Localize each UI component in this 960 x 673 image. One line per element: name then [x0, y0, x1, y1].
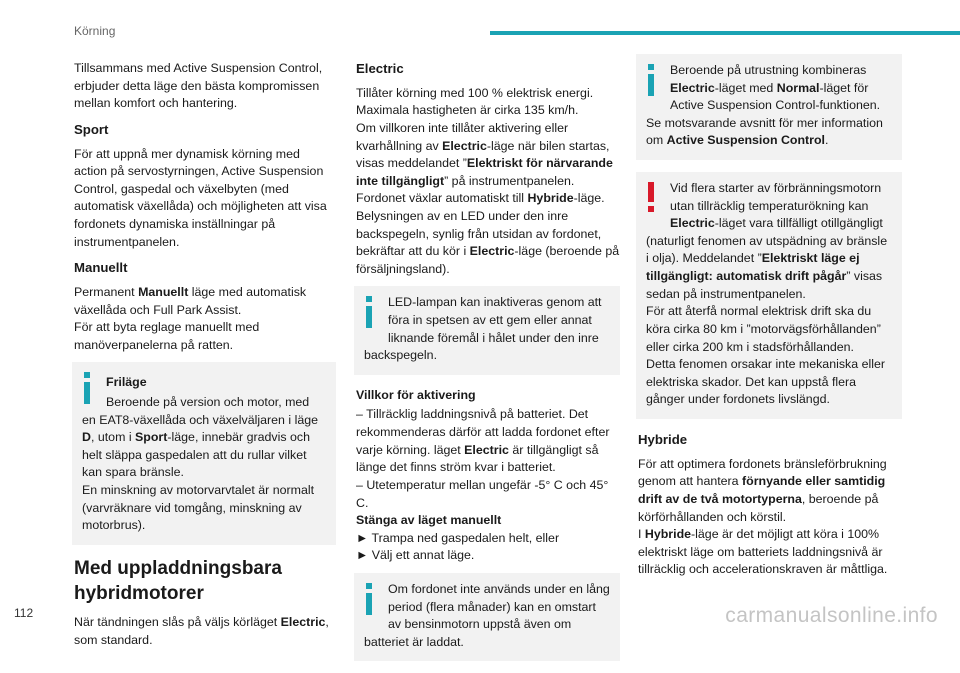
- villkor-list: – Tillräcklig laddningsnivå på batteriet. Det rekommenderas därför att ladda fordonet efter varje körning. läget Electric är tillgängligt så länge det finns ström kvar i batteriet. – Utetemperatur mellan ungefär -5° C och 45° C. Stänga av läget manuellt ► Trampa ned gaspedalen helt, eller ► Välj ett annat läge.: [356, 407, 610, 563]
- page-number: 112: [14, 606, 34, 620]
- column-1: [74, 60, 336, 655]
- electric-heading: Electric: [356, 61, 404, 76]
- info-icon: [364, 294, 384, 330]
- manuellt-heading: Manuellt: [74, 260, 128, 276]
- info-text: Beroende på version och motor, med en EAT8-växellåda och växelväljaren i läge D, utom i Sport-läge, innebär gradvis och helt släppa gaspedalen att du rullar vilket kan spara bränsle. En minskning av motorvarvtalet är normalt (varvräknare vid tomgång, minskning av motorbrus).: [82, 395, 319, 533]
- info-icon: [364, 581, 384, 617]
- info-title: Friläge: [106, 375, 147, 390]
- column-2: [356, 60, 620, 673]
- warning-text: Vid flera starter av förbränningsmotorn utan tillräcklig temperaturökning kan Electric-läget vara tillfälligt otillgängligt (naturligt fenomen av utspädning av bränsle i olja). Meddelandet ”Elektriskt läge ej tillgängligt: automatisk drift pågår” visas sedan på instrumentpanelen. För att återfå normal elektrisk drift ska du köra cirka 80 km i ”motorvägsförhållanden” eller cirka 200 km i stadsförhållanden. Detta fenomen orsakar inte mekaniska eller elektriska skador. Det kan uppstå flera gånger under fordonets livslängd.: [646, 181, 888, 407]
- section-title: Körning: [74, 24, 116, 38]
- info-text: Beroende på utrustning kombineras Electric-läget med Normal-läget för Active Suspension Control-funktionen. Se motsvarande avsnitt för mer information om Active Suspension Control.: [646, 63, 883, 148]
- stanga-heading: Stänga av läget manuellt: [356, 513, 502, 528]
- sport-paragraph: För att uppnå mer dynamisk körning med action på servostyrningen, Active Suspension Control, gaspedal och växelbyten (med automatisk växellåda) och möjligheten att visa fordonets dynamiska inställningar på instrumentpanelen.: [74, 146, 327, 249]
- info-box-restart: [354, 573, 620, 661]
- hybride-heading: Hybride: [638, 431, 688, 447]
- info-box-suspension: [636, 54, 902, 160]
- info-icon: [82, 370, 102, 406]
- section-heading-hybrid: Med uppladdningsbara hybridmotorer: [74, 557, 282, 604]
- sport-heading: Sport: [74, 121, 109, 137]
- info-icon: [646, 62, 666, 98]
- villkor-heading: Villkor för aktivering: [356, 387, 476, 402]
- info-box-frilage: [72, 362, 336, 544]
- info-text: Om fordonet inte används under en lång period (flera månader) kan en omstart av bensinmotorn uppstå även om batteriet är laddat.: [364, 581, 610, 649]
- manuellt-paragraph: Permanent Manuellt läge med automatisk växellåda och Full Park Assist. För att byta reglage manuellt med manöverpanelerna på ratten.: [74, 284, 307, 352]
- warning-icon: [646, 180, 666, 216]
- intro-paragraph: Tillsammans med Active Suspension Control, erbjuder detta läge den bästa kompromissen mellan komfort och hantering.: [74, 61, 323, 111]
- watermark: carmanualsonline.info: [725, 604, 938, 627]
- electric-paragraph: Tillåter körning med 100 % elektrisk energi. Maximala hastigheten är cirka 135 km/h. Om villkoren inte tillåter aktivering eller kvarhållning av Electric-läge när bilen startas, visas meddelandet ”Elektriskt för närvarande inte tillgängligt” på instrumentpanelen. Fordonet växlar automatiskt till Hybride-läge. Belysningen av en LED under den inre backspegeln, synlig från utsidan av fordonet, bekräftar att du kör i Electric-läge (beroende på försäljningsland).: [356, 85, 620, 276]
- header-accent-bar: [490, 31, 960, 35]
- start-paragraph: När tändningen slås på väljs körläget Electric, som standard.: [74, 615, 329, 647]
- warning-box: [636, 172, 902, 419]
- hybride-paragraph: För att optimera fordonets bränsleförbrukning genom att hantera förnyande eller samtidig drift av de två motortyperna, beroende på körförhållanden och körstil. I Hybride-läge är det möjligt att köra i 100% elektriskt läge om batteriets laddningsnivå är tillräcklig och accelerationskraven är måttliga.: [638, 456, 888, 577]
- info-box-led: [354, 286, 620, 374]
- column-3: [638, 60, 902, 585]
- info-text: LED-lampan kan inaktiveras genom att föra in spetsen av ett gem eller annat liknande föremål i hålet under den inre backspegeln.: [364, 295, 602, 363]
